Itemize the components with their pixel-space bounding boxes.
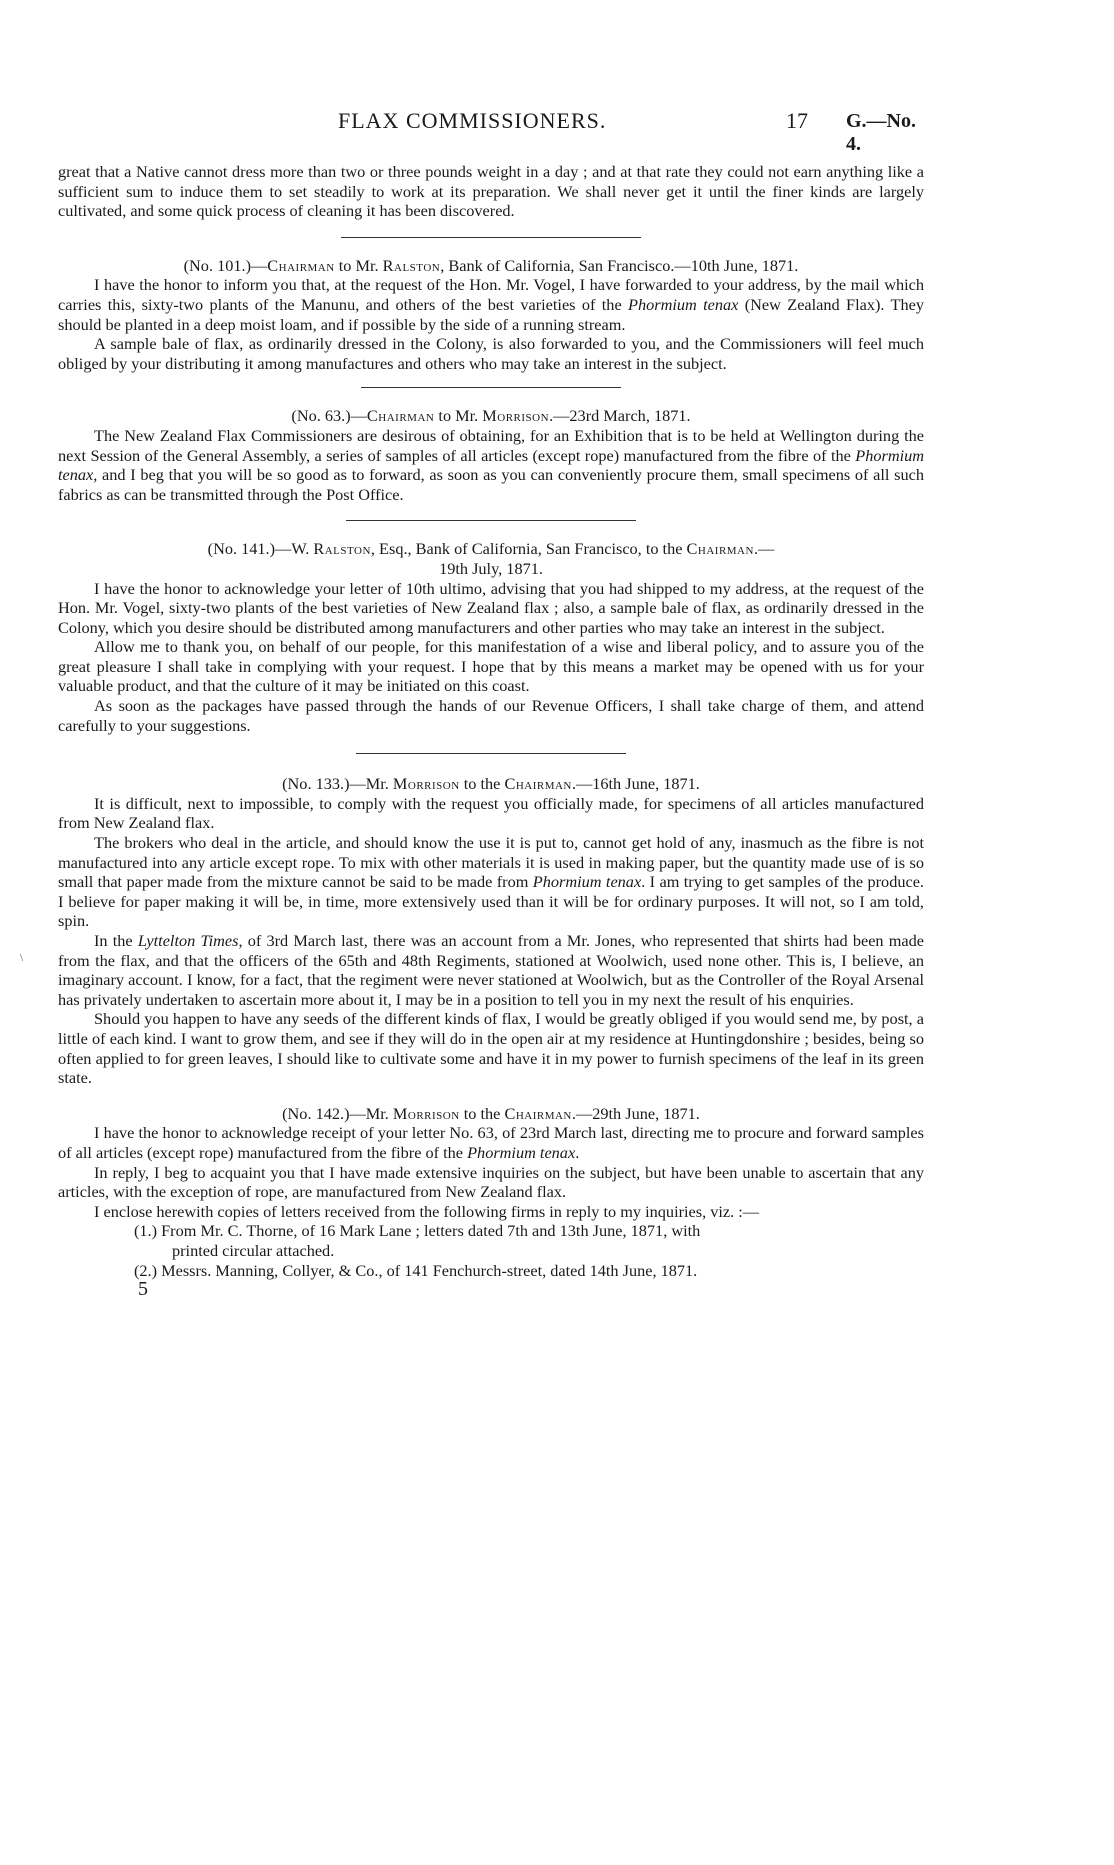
letter-heading-141-date: 19th July, 1871. [439,558,543,578]
document-body [58,162,924,1300]
letter-133-paragraph-2: The brokers who deal in the article, and should know the use it is put to, cannot get hold of any, inasmuch as the fibre is not manufactured into any article except rope. To mix with other materials it is used in making paper, but the quantity made use of is so small that paper made from the mixture cannot be said to be made from Phormium tenax. I am trying to get samples of the produce. I believe for paper making it will be, in time, more extensively used than it will be for ordinary purposes. It will not, so I am told, spin. [58,833,925,931]
margin-mark: \ [20,952,24,964]
letter-101-paragraph-1: I have the honor to inform you that, at the request of the Hon. Mr. Vogel, I have forwarded to your address, by the mail which carries this, sixty-two plants of the Manunu, and others of the best varieties of the Phormium tenax (New Zealand Flax). They should be planted in a deep moist loam, and if possible by the side of a running stream. [58,275,924,334]
section-spacer [58,1088,924,1104]
letter-141-paragraph-1: I have the honor to acknowledge your letter of 10th ultimo, advising that you had shipped to my address, at the request of the Hon. Mr. Vogel, sixty-two plants of the best varieties of New Zealand flax ; also, a sample bale of flax, as ordinarily dressed in the Colony, which you desire should be distributed among manufacturers and other parties who may take an interest in the subject. [58,578,924,637]
signature-mark: 5 [138,1278,148,1301]
letter-63-paragraph-1: The New Zealand Flax Commissioners are desirous of obtaining, for an Exhibition that is to be held at Wellington during the next Session of the General Assembly, a series of samples of all articles (except rope) manufactured from the fibre of the Phormium tenax, and I beg that you will be so good as to forward, as soon as you can conveniently procure them, small specimens of all such fabrics as can be transmitted through the Post Office. [58,425,924,504]
letter-142-paragraph-1: I have the honor to acknowledge receipt of your letter No. 63, of 23rd March last, directing me to procure and forward samples of all articles (except rope) manufactured from the fibre of the Phormium tenax. [58,1123,924,1162]
section-divider [361,387,621,388]
letter-101-paragraph-2: A sample bale of flax, as ordinarily dressed in the Colony, is also forwarded to you, and the Commissioners will feel much obliged by your distributing it among manufactures and others who may take an interest in the subject. [58,334,924,373]
letter-heading-101: (No. 101.)—Chairman to Mr. Ralston, Bank of California, San Francisco.—10th June, 1871. [183,255,799,275]
letter-heading-63: (No. 63.)—Chairman to Mr. Morrison.—23rd March, 1871. [291,406,691,426]
section-divider [346,520,636,521]
letter-142-paragraph-3: I enclose herewith copies of letters received from the following firms in reply to my inquiries, viz. :— [94,1201,760,1221]
section-divider [356,753,626,754]
letter-141-paragraph-2: Allow me to thank you, on behalf of our people, for this manifestation of a wise and liberal policy, and to assure you of the great pleasure I shall take in complying with your request. I hope that by this means a market may be opened with us for your valuable product, and that the culture of it may be initiated on this coast. [58,637,924,696]
enclosure-item-1: (1.) From Mr. C. Thorne, of 16 Mark Lane ; letters dated 7th and 13th June, 1871, with printed circular attached. [134,1221,701,1260]
intro-paragraph: great that a Native cannot dress more than two or three pounds weight in a day ; and at that rate they could not earn anything like a sufficient sum to induce them to set steadily to work at its preparation. We shall never get it until the finer kinds are largely cultivated, and some quick process of cleaning it has been discovered. [58,162,924,221]
letter-heading-141: (No. 141.)—W. Ralston, Esq., Bank of California, San Francisco, to the Chairman.— [207,539,775,559]
page-header [58,108,924,155]
letter-133-paragraph-3: In the Lyttelton Times, of 3rd March last, there was an account from a Mr. Jones, who represented that shirts had been made from the flax, and that the officers of the 65th and 48th Regiments, stationed at Woolwich, used none other. This is, I believe, an imaginary account. I know, for a fact, that the regiment were never stationed at Woolwich, but as the Controller of the Royal Arsenal has privately undertaken to ascertain more about it, I may be in a position to tell you in my next the result of his enquiries. [58,931,925,1009]
letter-141-paragraph-3: As soon as the packages have passed through the hands of our Revenue Officers, I shall take charge of them, and attend carefully to your suggestions. [58,696,924,735]
letter-133-paragraph-1: It is difficult, next to impossible, to comply with the request you officially made, for specimens of all articles manufactured from New Zealand flax. [58,793,924,833]
sheet-reference: G.—No. 4. [846,110,916,155]
letter-heading-133: (No. 133.)—Mr. Morrison to the Chairman.—16th June, 1871. [282,774,700,794]
letter-heading-142: (No. 142.)—Mr. Morrison to the Chairman.—29th June, 1871. [282,1103,700,1123]
enclosure-item-2: (2.) Messrs. Manning, Collyer, & Co., of 141 Fenchurch-street, dated 14th June, 1871. [134,1260,698,1280]
letter-133-paragraph-4: Should you happen to have any seeds of the different kinds of flax, I would be greatly obliged if you would send me, by post, a little of each kind. I want to grow them, and see if they will do in the open air at my residence at Huntingdonshire ; besides, being so often applied to for green leaves, I should like to cultivate some and have it in my power to furnish specimens of the leaf in its green state. [58,1009,924,1088]
letter-142-paragraph-2: In reply, I beg to acquaint you that I have made extensive inquiries on the subject, but have been unable to ascertain that any articles, with the exception of rope, are manufactured from New Zealand flax. [58,1162,924,1202]
running-title: FLAX COMMISSIONERS. [338,108,607,133]
page-number: 17 [786,108,808,133]
section-divider [341,237,641,238]
